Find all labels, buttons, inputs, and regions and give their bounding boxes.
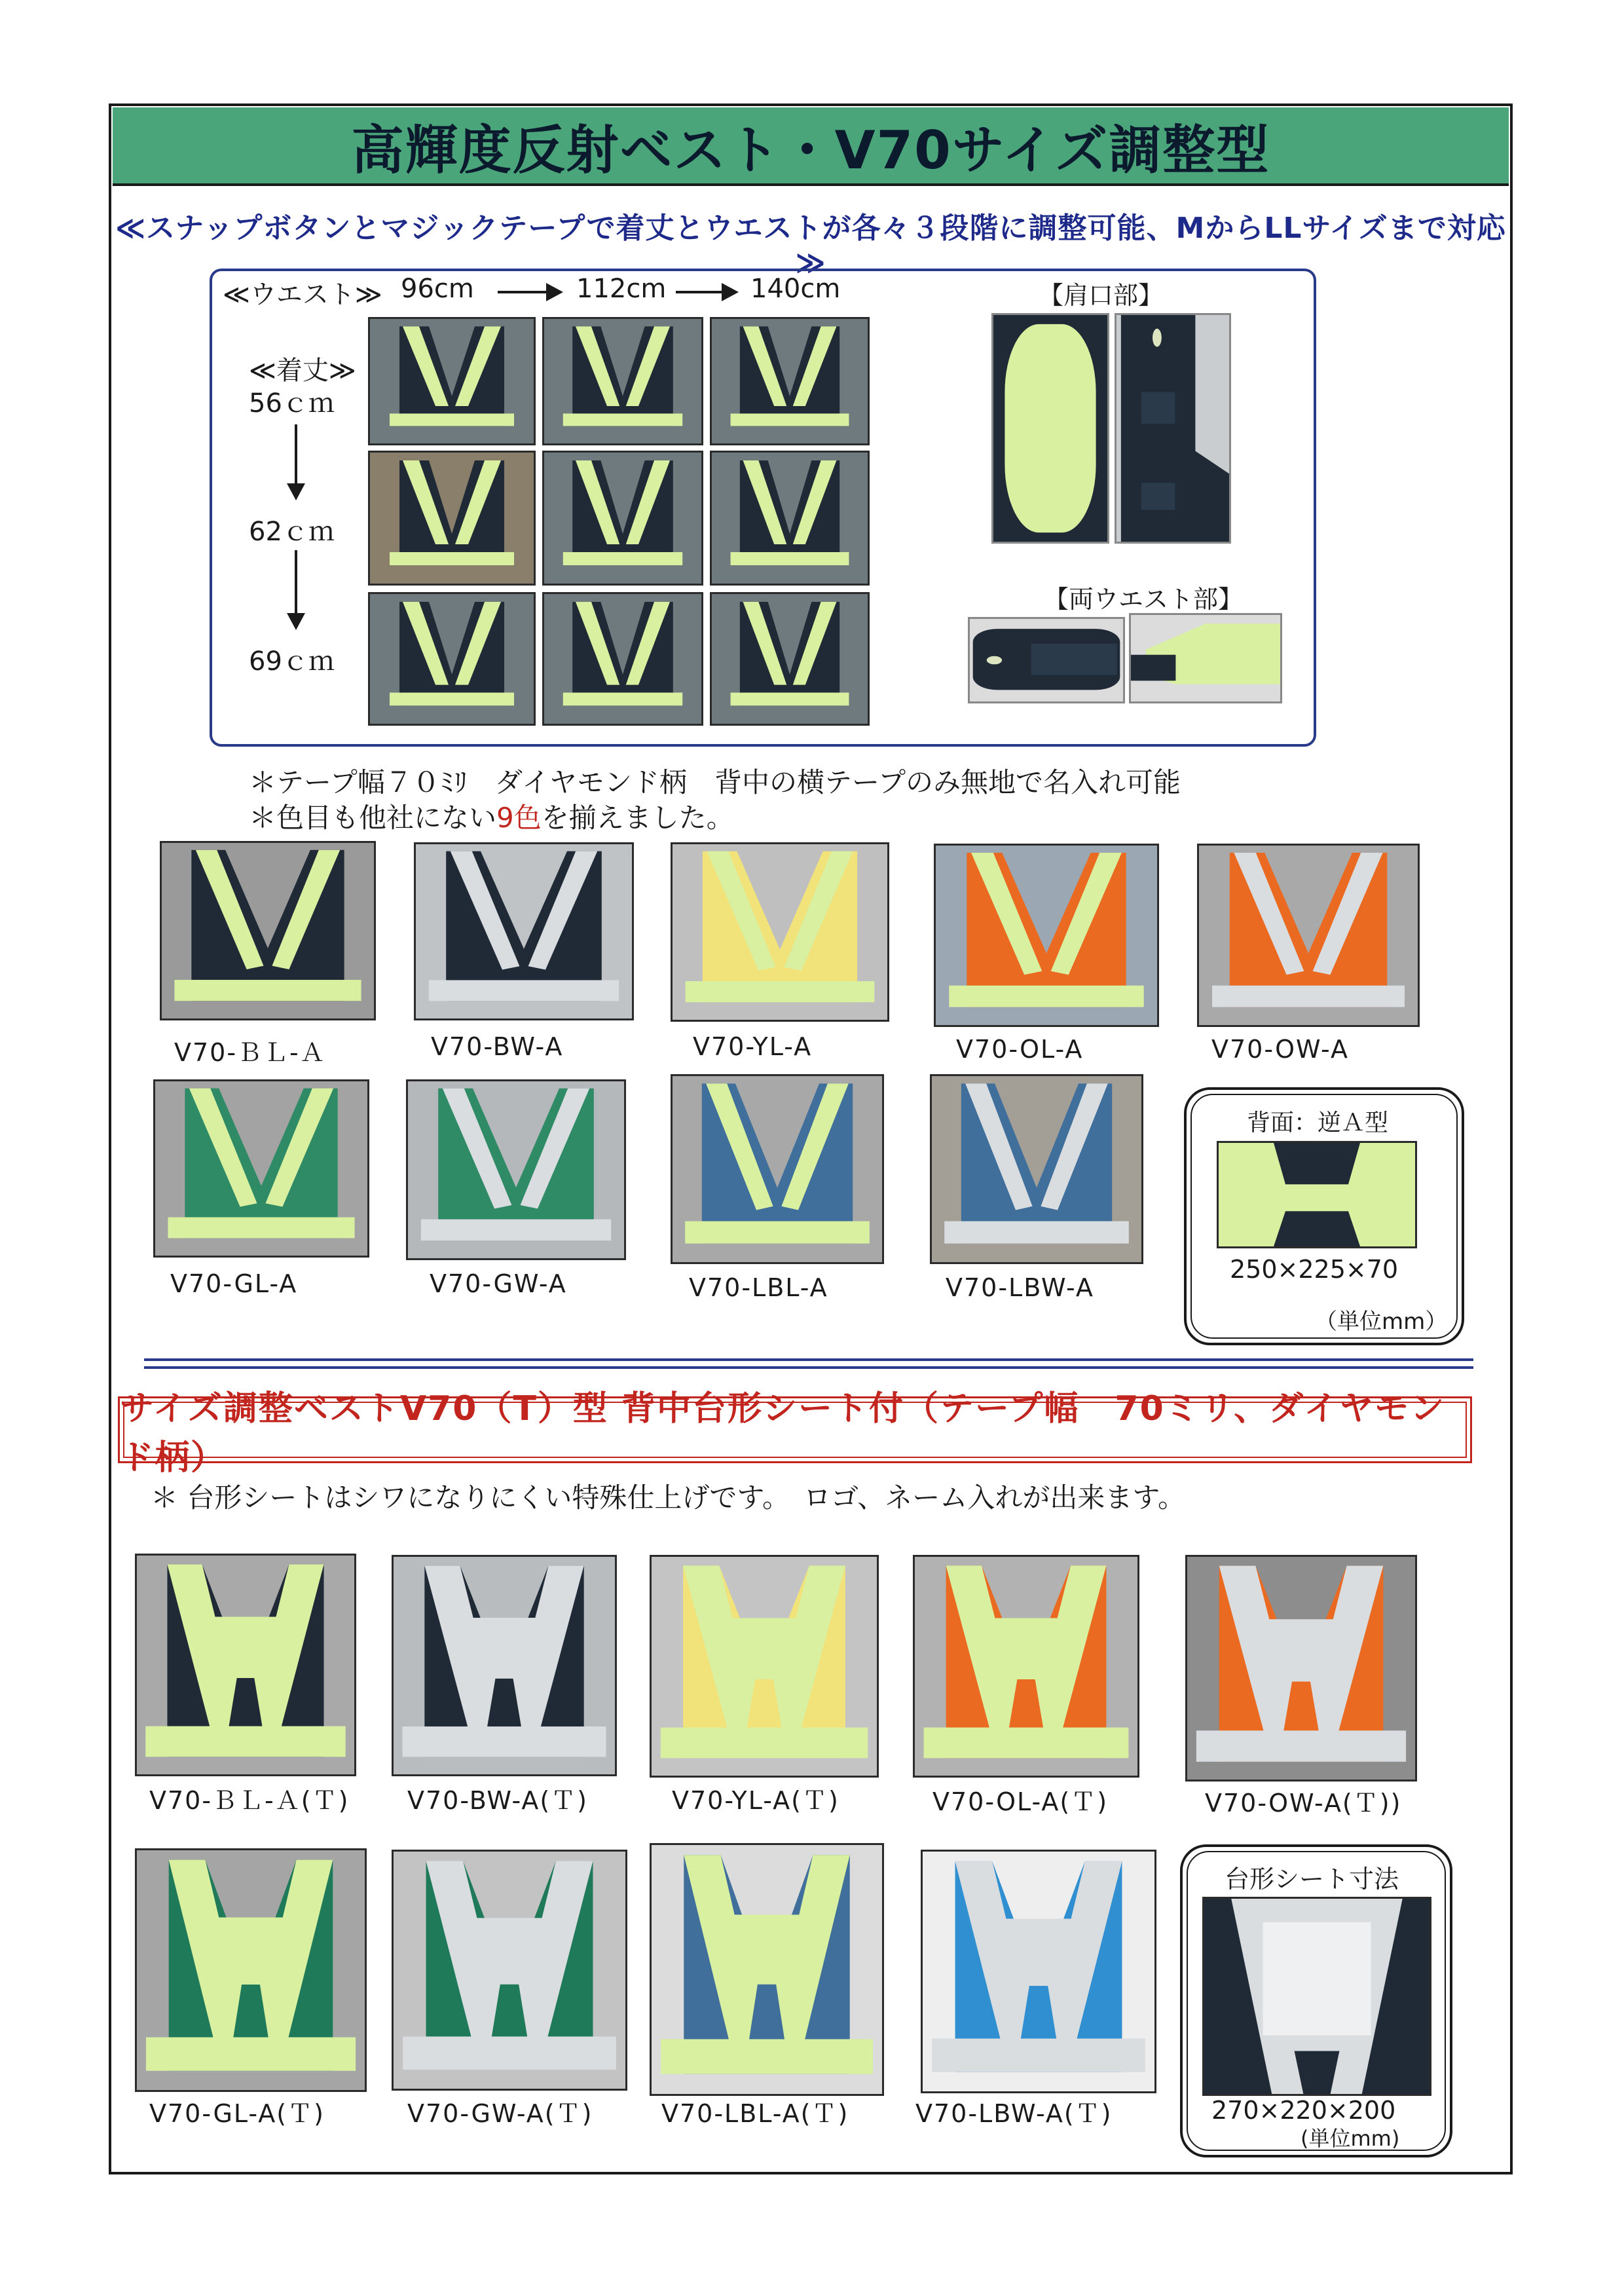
arrow-right-icon	[498, 291, 561, 293]
note-colors-highlight: 9色	[496, 802, 542, 834]
vest-photo-v70-ol-a	[934, 844, 1159, 1027]
length-size-2: 62ｃｍ	[249, 517, 335, 547]
size-photo-96-69	[368, 592, 536, 726]
vest-photo-v70-bl-a	[160, 841, 376, 1020]
sheet-size-photo	[1202, 1897, 1431, 2096]
back-shape-unit: （単位mm）	[1315, 1309, 1448, 1335]
shoulder-photo-back	[1115, 313, 1231, 544]
vest-code: V70-GW-A(Ｔ)	[407, 2099, 593, 2128]
vest-code: V70-ＢＬ-Ａ	[174, 1038, 326, 1067]
vest-code: V70-BW-A(Ｔ)	[407, 1786, 588, 1815]
sheet-size-title: 台形シート寸法	[1225, 1865, 1399, 1894]
vest-code: V70-YL-A(Ｔ)	[672, 1786, 840, 1815]
vest-photo-v70-ow-a-t	[1185, 1555, 1417, 1782]
waist-size-3: 140cm	[750, 274, 841, 304]
vest-code: V70-YL-A	[693, 1032, 813, 1061]
size-photo-112-56	[542, 317, 703, 445]
sheet-size-unit: (単位mm)	[1301, 2126, 1400, 2151]
vest-code: V70-LBL-A(Ｔ)	[661, 2099, 849, 2128]
note-colors-prefix: ＊色目も他社にない	[249, 802, 497, 834]
page-title: 高輝度反射ベスト・V70サイズ調整型	[351, 119, 1270, 181]
vest-photo-v70-gl-a	[153, 1079, 369, 1258]
waist-part-label: 【両ウエスト部】	[1044, 585, 1244, 614]
size-photo-96-62	[368, 451, 536, 586]
section2-title: サイズ調整ベストV70（T）型 背中台形シート付（テープ幅 70ミリ、ダイヤモンド柄）	[120, 1389, 1446, 1478]
vest-photo-v70-bw-a-t	[392, 1555, 617, 1776]
vest-code: V70-OW-A(Ｔ))	[1205, 1789, 1402, 1818]
vest-code: V70-ＢＬ-Ａ(Ｔ)	[149, 1786, 350, 1815]
shoulder-photo-front	[991, 313, 1109, 544]
back-shape-title: 背面：逆Ａ型	[1247, 1110, 1389, 1136]
arrow-down-icon	[295, 424, 297, 498]
length-size-1: 56ｃｍ	[249, 388, 335, 419]
vest-photo-v70-yl-a	[671, 842, 889, 1022]
waist-photo-left	[968, 617, 1125, 703]
vest-photo-v70-ol-a-t	[913, 1555, 1139, 1778]
section-divider	[144, 1358, 1473, 1361]
waist-label: ≪ウエスト≫	[223, 280, 382, 310]
waist-size-2: 112cm	[576, 274, 667, 304]
vest-photo-v70-yl-a-t	[650, 1555, 879, 1778]
vest-code: V70-OL-A(Ｔ)	[932, 1787, 1109, 1816]
vest-photo-v70-lbw-a-t	[921, 1850, 1156, 2093]
size-photo-140-56	[710, 317, 870, 445]
section2-note: ＊ 台形シートはシワになりにくい特殊仕上げです。 ロゴ、ネーム入れが出来ます。	[151, 1482, 1185, 1514]
vest-code: V70-LBW-A	[946, 1273, 1094, 1302]
back-shape-dims: 250×225×70	[1230, 1255, 1399, 1284]
page-subtitle: ≪スナップボタンとマジックテープで着丈とウエストが各々３段階に調整可能、MからLLサイズまで対応≫	[115, 212, 1506, 280]
vest-photo-v70-lbl-a-t	[650, 1843, 884, 2096]
section-divider	[144, 1366, 1473, 1369]
size-photo-140-62	[710, 451, 870, 586]
vest-code: V70-GL-A	[170, 1269, 298, 1298]
arrow-down-icon	[295, 550, 297, 627]
vest-code: V70-LBL-A	[689, 1273, 828, 1302]
vest-code: V70-OL-A	[956, 1035, 1084, 1064]
size-photo-96-56	[368, 317, 536, 445]
length-label: ≪着丈≫	[249, 356, 356, 386]
sheet-size-dims: 270×220×200	[1211, 2096, 1396, 2125]
vest-photo-v70-bl-a-t	[135, 1554, 356, 1776]
waist-photo-right	[1129, 613, 1282, 703]
section2-banner	[118, 1389, 1472, 1478]
vest-code: V70-GW-A	[430, 1269, 567, 1298]
note-colors-suffix: を揃えました。	[541, 802, 734, 834]
size-photo-112-62	[542, 451, 703, 586]
vest-photo-v70-bw-a	[414, 842, 634, 1020]
title-band	[113, 107, 1509, 186]
vest-code: V70-OW-A	[1211, 1035, 1349, 1064]
vest-photo-v70-lbl-a	[671, 1074, 884, 1264]
vest-code: V70-GL-A(Ｔ)	[149, 2099, 325, 2128]
note-colors	[249, 796, 734, 836]
vest-photo-v70-ow-a	[1197, 844, 1420, 1027]
back-shape-photo	[1217, 1141, 1417, 1248]
vest-photo-v70-gw-a-t	[392, 1850, 627, 2091]
vest-photo-v70-gl-a-t	[135, 1848, 367, 2092]
vest-photo-v70-lbw-a	[930, 1074, 1143, 1264]
waist-size-1: 96cm	[401, 274, 474, 304]
vest-code: V70-LBW-A(Ｔ)	[915, 2099, 1113, 2128]
size-photo-140-69	[710, 592, 870, 726]
shoulder-label: 【肩口部】	[1039, 281, 1164, 310]
length-size-3: 69ｃｍ	[249, 646, 335, 677]
size-photo-112-69	[542, 592, 703, 726]
vest-photo-v70-gw-a	[406, 1079, 626, 1260]
vest-code: V70-BW-A	[431, 1032, 564, 1061]
note-tape-width: ＊テープ幅７０ﾐﾘ ダイヤモンド柄 背中の横テープのみ無地で名入れ可能	[249, 766, 1181, 798]
arrow-right-icon	[676, 291, 736, 293]
